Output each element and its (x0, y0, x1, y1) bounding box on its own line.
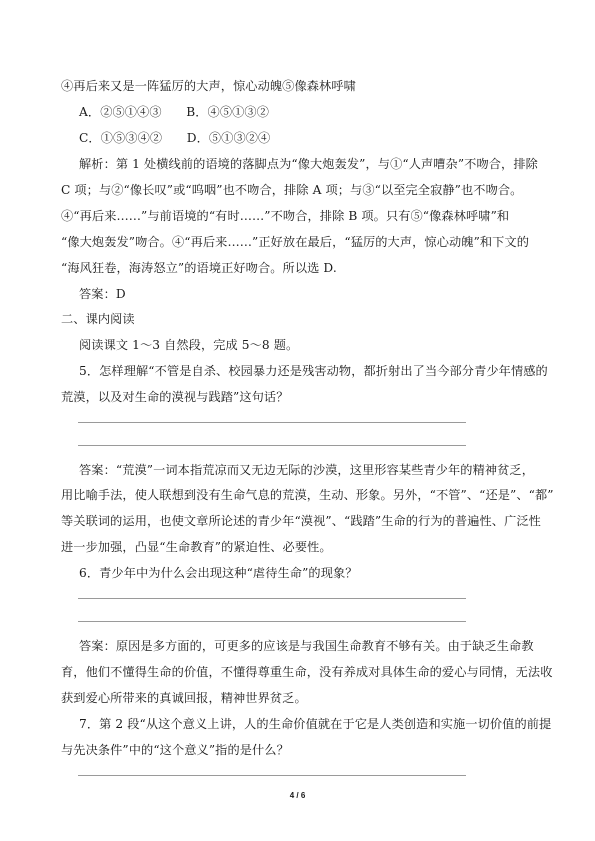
text-line: ④再后来又是一阵猛厉的大声，惊心动魄⑤像森林呼啸 (61, 79, 356, 93)
option-line: A．②⑤①④③ B．④⑤①③② (79, 105, 269, 119)
question-7: 7．第 2 段“从这个意义上讲，人的生命价值就在于它是人类创造和实施一切价值的前提 (79, 717, 552, 731)
analysis-line: ④“再后来……”与前语境的“有时……”不吻合，排除 B 项。只有⑤“像森林呼啸”和 (61, 209, 510, 223)
analysis-line: 解析：第 1 处横线前的语境的落脚点为“像大炮轰发”，与①“人声嘈杂”不吻合，排除 (79, 157, 538, 171)
answer-6-cont: 获到爱心所带来的真诚回报，精神世界贫乏。 (61, 691, 307, 705)
answer-blank-line (78, 621, 466, 622)
question-7-cont: 与先决条件”中的“这个意义”指的是什么？ (61, 743, 289, 757)
answer-blank-line (78, 422, 466, 423)
instruction-line: 阅读课文 1～3 自然段，完成 5～8 题。 (79, 338, 299, 352)
answer-5-cont: 用比喻手法，使人联想到没有生命气息的荒漠，生动、形象。另外，“不管”、“还是”、“都” (61, 488, 554, 502)
section-heading: 二、课内阅读 (61, 312, 135, 326)
question-5: 5．怎样理解“不管是自杀、校园暴力还是残害动物，都折射出了当今部分青少年情感的 (79, 364, 548, 378)
question-6: 6．青少年中为什么会出现这种“虐待生命”的现象？ (79, 566, 358, 580)
answer-blank-line (78, 445, 466, 446)
page-number: 4 / 6 (289, 791, 306, 800)
analysis-line: C 项；与②“像长叹”或“呜咽”也不吻合，排除 A 项；与③“以至完全寂静”也不吻合。 (61, 183, 523, 197)
question-5-cont: 荒漠，以及对生命的漠视与践踏”这句话？ (61, 390, 289, 404)
answer-5: 答案：“荒漠”一词本指荒凉而又无边无际的沙漠，这里形容某些青少年的精神贫乏， (79, 463, 535, 477)
answer-6: 答案：原因是多方面的，可更多的应该是与我国生命教育不够有关。由于缺乏生命教 (79, 639, 534, 653)
option-line: C．①⑤③④② D．⑤①③②④ (79, 131, 271, 145)
answer-blank-line (78, 598, 466, 599)
answer-5-cont: 进一步加强，凸显“生命教育”的紧迫性、必要性。 (61, 540, 332, 554)
analysis-line: “像大炮轰发”吻合。④“再后来……”正好放在最后，“猛厉的大声，惊心动魄”和下文的 (61, 235, 530, 249)
answer-6-cont: 育，他们不懂得生命的价值，不懂得尊重生命，没有养成对具体生命的爱心与同情，无法收 (61, 665, 553, 679)
answer-5-cont: 等关联词的运用，也使文章所论述的青少年“漠视”、“践踏”生命的行为的普遍性、广泛性 (61, 514, 541, 528)
answer-blank-line (78, 775, 466, 776)
answer-line: 答案：D (79, 287, 126, 301)
analysis-line: “海风狂卷，海涛怒立”的语境正好吻合。所以选 D. (61, 261, 337, 275)
